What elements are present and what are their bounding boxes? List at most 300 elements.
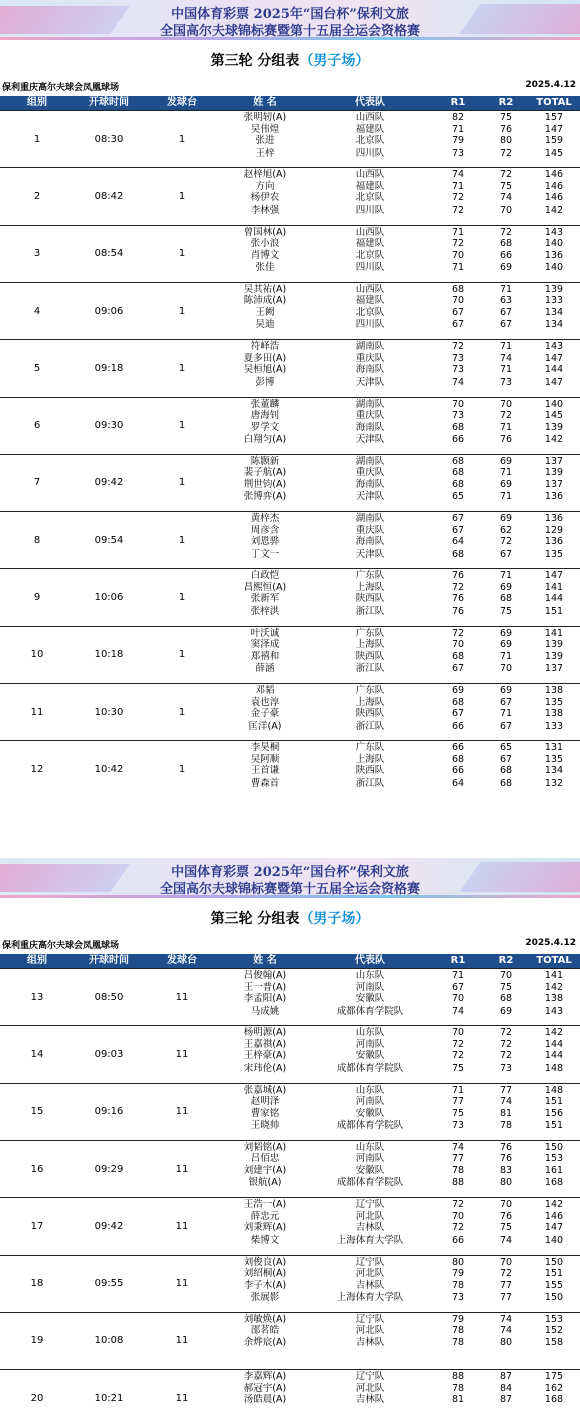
round-2-score: 72 xyxy=(499,1027,513,1039)
round-1-score: 70 xyxy=(451,1027,465,1039)
total-score: 157 xyxy=(544,112,564,123)
tee-time: 10:08 xyxy=(94,1335,124,1347)
group-number: 8 xyxy=(33,534,41,546)
player-row xyxy=(0,663,580,675)
round-1-score: 73 xyxy=(451,352,465,364)
total-score: 140 xyxy=(544,1234,564,1246)
tee-number: 11 xyxy=(175,1106,189,1118)
player-name: 银航(A) xyxy=(248,1177,282,1189)
player-name: 汤皓晨(A) xyxy=(243,1394,287,1406)
team-name: 山东队 xyxy=(355,1141,385,1153)
group-block xyxy=(0,454,580,512)
round-2-score: 69 xyxy=(499,581,513,593)
player-row xyxy=(0,1337,580,1349)
team-name: 天津队 xyxy=(355,434,385,445)
round-1-score: 67 xyxy=(451,306,465,318)
round-1-score: 75 xyxy=(451,1107,465,1119)
player-row xyxy=(0,238,580,250)
team-name: 辽宁队 xyxy=(355,1256,385,1268)
total-score: 155 xyxy=(544,1279,564,1291)
team-name: 上海队 xyxy=(355,753,385,765)
player-row xyxy=(0,765,580,777)
round-2-score: 71 xyxy=(499,570,513,582)
total-score: 129 xyxy=(544,524,564,536)
round-1-score: 72 xyxy=(451,1038,465,1050)
tee-time: 09:54 xyxy=(94,534,124,546)
player-row xyxy=(0,319,580,331)
round-2-score: 75 xyxy=(499,1222,513,1234)
round-2-score: 68 xyxy=(499,993,513,1004)
team-name: 河北队 xyxy=(355,1325,385,1337)
group-number: 10 xyxy=(30,649,44,661)
event-banner xyxy=(0,858,580,898)
tee-time: 10:21 xyxy=(94,1392,124,1404)
team-name: 山西队 xyxy=(355,169,385,181)
round-2-score: 80 xyxy=(499,1336,513,1348)
player-row xyxy=(0,1371,580,1383)
tee-number: 11 xyxy=(175,1335,189,1347)
player-row xyxy=(0,1108,580,1120)
player-row xyxy=(0,1235,580,1247)
total-score: 136 xyxy=(544,491,564,503)
group-number: 15 xyxy=(30,1106,44,1118)
player-name: 李林强 xyxy=(250,204,280,216)
round-1-score: 64 xyxy=(451,536,465,548)
player-name: 薛涵 xyxy=(255,663,275,675)
group-number: 17 xyxy=(30,1220,44,1232)
player-row xyxy=(0,754,580,766)
player-row xyxy=(0,1383,580,1395)
group-block xyxy=(0,1312,580,1370)
total-score: 139 xyxy=(544,639,564,651)
total-score: 142 xyxy=(544,204,564,216)
player-name: 曹家铭 xyxy=(250,1107,280,1119)
tee-time: 09:42 xyxy=(94,477,124,489)
round-1-score: 74 xyxy=(451,169,465,181)
player-name: 袁也淳 xyxy=(250,696,280,708)
header-tee-time: 开球时间 xyxy=(89,955,129,966)
player-name: 白翔匀(A) xyxy=(243,434,287,445)
player-name: 吴迪 xyxy=(255,319,275,331)
round-1-score: 74 xyxy=(451,1141,465,1153)
player-name: 李孟阳(A) xyxy=(243,993,287,1004)
player-name: 李昊桐 xyxy=(250,742,280,754)
header-name: 姓 名 xyxy=(253,97,277,108)
total-score: 144 xyxy=(544,593,564,605)
round-2-score: 70 xyxy=(499,970,513,981)
team-name: 陕西队 xyxy=(355,593,385,605)
header-total: TOTAL xyxy=(536,97,572,108)
round-1-score: 79 xyxy=(451,135,465,146)
player-name: 吴桓旭(A) xyxy=(243,364,287,376)
round-1-score: 78 xyxy=(451,1382,465,1394)
player-row xyxy=(0,697,580,709)
player-name: 吕佰忠 xyxy=(250,1153,280,1165)
group-block xyxy=(0,397,580,455)
team-name: 北京队 xyxy=(355,192,385,204)
round-2-score: 71 xyxy=(499,708,513,719)
round-2-score: 67 xyxy=(499,696,513,708)
total-score: 142 xyxy=(544,434,564,445)
round-1-score: 67 xyxy=(451,513,465,525)
total-score: 138 xyxy=(544,993,564,1004)
header-tee-time: 开球时间 xyxy=(89,97,129,108)
round-2-score: 72 xyxy=(499,147,513,159)
team-name: 浙江队 xyxy=(355,663,385,675)
player-row xyxy=(0,377,580,389)
total-score: 135 xyxy=(544,753,564,765)
round-1-score: 73 xyxy=(451,147,465,159)
total-score: 134 xyxy=(544,765,564,777)
round-2-score: 71 xyxy=(499,467,513,479)
round-2-score: 74 xyxy=(499,192,513,204)
player-name: 窦泽成 xyxy=(250,639,280,651)
team-name: 四川队 xyxy=(355,319,385,331)
round-1-score: 72 xyxy=(451,238,465,250)
round-2-score: 75 xyxy=(499,605,513,617)
player-name: 陈沛成(A) xyxy=(243,295,287,307)
total-score: 143 xyxy=(544,1005,564,1017)
tee-time: 09:29 xyxy=(94,1163,124,1175)
round-2-score: 81 xyxy=(499,1107,513,1119)
player-row xyxy=(0,1268,580,1280)
player-name: 王梓 xyxy=(255,147,275,159)
group-number: 12 xyxy=(30,763,44,775)
round-1-score: 78 xyxy=(451,1336,465,1348)
group-block xyxy=(0,339,580,397)
header-group: 组别 xyxy=(27,97,47,108)
total-score: 162 xyxy=(544,1382,564,1394)
team-name: 安徽队 xyxy=(355,1050,385,1062)
player-name: 马成姚 xyxy=(250,1005,280,1017)
round-2-score: 67 xyxy=(499,548,513,560)
round-1-score: 68 xyxy=(451,455,465,467)
player-row xyxy=(0,205,580,217)
tee-number: 11 xyxy=(175,1163,189,1175)
player-name: 吴其祐(A) xyxy=(243,283,287,295)
player-name: 彭博 xyxy=(255,376,275,388)
round-2-score: 67 xyxy=(499,306,513,318)
total-score: 142 xyxy=(544,1199,564,1211)
round-1-score: 66 xyxy=(451,765,465,777)
header-name: 姓 名 xyxy=(253,955,277,966)
header-r2: R2 xyxy=(498,97,514,108)
round-1-score: 68 xyxy=(451,650,465,662)
total-score: 135 xyxy=(544,548,564,560)
player-name: 邓韬 xyxy=(255,685,275,696)
round-2-score: 71 xyxy=(499,421,513,433)
round-1-score: 88 xyxy=(451,1177,465,1189)
group-block xyxy=(0,568,580,626)
total-score: 139 xyxy=(544,650,564,662)
round-1-score: 70 xyxy=(451,398,465,410)
total-score: 143 xyxy=(544,226,564,238)
round-2-score: 87 xyxy=(499,1371,513,1383)
team-name: 上海队 xyxy=(355,639,385,651)
total-score: 137 xyxy=(544,663,564,675)
tee-number: 11 xyxy=(175,1278,189,1290)
round-2-score: 71 xyxy=(499,650,513,662)
team-name: 吉林队 xyxy=(355,1279,385,1291)
team-name: 海南队 xyxy=(355,364,385,376)
player-row xyxy=(0,410,580,422)
date-label: 2025.4.12 xyxy=(525,80,576,90)
round-2-score: 71 xyxy=(499,364,513,376)
title-sub: （男子场） xyxy=(299,53,370,69)
group-block xyxy=(0,167,580,225)
player-row xyxy=(0,1177,580,1189)
team-name: 成都体育学院队 xyxy=(336,1062,404,1074)
team-name: 浙江队 xyxy=(355,720,385,732)
player-name: 王晓帅 xyxy=(250,1120,280,1132)
group-number: 9 xyxy=(33,592,41,604)
tee-time: 10:42 xyxy=(94,763,124,775)
group-number: 3 xyxy=(33,248,41,260)
player-row xyxy=(0,1027,580,1039)
player-name: 刘韬铭(A) xyxy=(243,1141,287,1153)
player-row xyxy=(0,227,580,239)
total-score: 139 xyxy=(544,467,564,479)
player-row xyxy=(0,295,580,307)
player-name: 刘秉辉(A) xyxy=(243,1222,287,1234)
player-name: 吕俊翰(A) xyxy=(243,970,287,981)
player-name: 王一普(A) xyxy=(243,981,287,993)
team-name: 北京队 xyxy=(355,135,385,146)
player-row xyxy=(0,479,580,491)
player-name: 曹森首 xyxy=(250,777,280,789)
group-number: 20 xyxy=(30,1392,44,1404)
round-2-score: 72 xyxy=(499,1268,513,1279)
player-name: 黄梓杰 xyxy=(250,513,280,525)
team-name: 山东队 xyxy=(355,970,385,981)
total-score: 146 xyxy=(544,192,564,204)
team-name: 河南队 xyxy=(355,1038,385,1050)
round-1-score: 66 xyxy=(451,434,465,445)
total-score: 151 xyxy=(544,605,564,617)
player-row xyxy=(0,434,580,446)
player-row xyxy=(0,1211,580,1223)
team-name: 上海队 xyxy=(355,581,385,593)
round-2-score: 80 xyxy=(499,135,513,146)
banner-line-1: 中国体育彩票 2025年“国台杯”保利文旅 xyxy=(171,865,409,880)
total-score: 168 xyxy=(544,1177,564,1189)
team-name: 河南队 xyxy=(355,981,385,993)
group-block xyxy=(0,1197,580,1255)
player-row xyxy=(0,1039,580,1051)
player-row xyxy=(0,124,580,136)
player-row xyxy=(0,148,580,160)
player-name: 金子豪 xyxy=(250,708,280,719)
round-2-score: 74 xyxy=(499,1234,513,1246)
tee-number: 11 xyxy=(175,991,189,1003)
team-name: 湖南队 xyxy=(355,455,385,467)
team-name: 广东队 xyxy=(355,685,385,696)
group-block xyxy=(0,1140,580,1198)
round-1-score: 73 xyxy=(451,410,465,421)
total-score: 141 xyxy=(544,970,564,981)
round-2-score: 78 xyxy=(499,1120,513,1132)
player-row xyxy=(0,399,580,411)
tee-number: 11 xyxy=(175,1048,189,1060)
round-2-score: 75 xyxy=(499,981,513,993)
tee-time: 08:50 xyxy=(94,991,124,1003)
player-row xyxy=(0,1222,580,1234)
group-number: 16 xyxy=(30,1163,44,1175)
round-2-score: 76 xyxy=(499,1141,513,1153)
total-score: 145 xyxy=(544,147,564,159)
player-row xyxy=(0,1085,580,1097)
total-score: 138 xyxy=(544,685,564,696)
team-name: 湖南队 xyxy=(355,398,385,410)
round-2-score: 69 xyxy=(499,262,513,274)
group-block xyxy=(0,1369,580,1427)
round-2-score: 72 xyxy=(499,226,513,238)
round-2-score: 74 xyxy=(499,1325,513,1337)
player-row xyxy=(0,742,580,754)
total-score: 175 xyxy=(544,1371,564,1383)
round-2-score: 68 xyxy=(499,777,513,789)
tee-number: 1 xyxy=(178,420,186,432)
tee-time: 08:30 xyxy=(94,133,124,145)
round-2-score: 66 xyxy=(499,249,513,261)
total-score: 148 xyxy=(544,1062,564,1074)
total-score: 133 xyxy=(544,720,564,732)
total-score: 147 xyxy=(544,1222,564,1234)
player-name: 郑禧和 xyxy=(250,650,280,662)
round-2-score: 69 xyxy=(499,455,513,467)
group-block xyxy=(0,110,580,168)
header-total: TOTAL xyxy=(536,955,572,966)
group-number: 6 xyxy=(33,420,41,432)
round-1-score: 67 xyxy=(451,981,465,993)
table-header xyxy=(0,96,580,110)
player-row xyxy=(0,284,580,296)
tee-number: 1 xyxy=(178,190,186,202)
group-block xyxy=(0,282,580,340)
header-tee: 发球台 xyxy=(167,97,197,108)
player-row xyxy=(0,1153,580,1165)
round-1-score: 70 xyxy=(451,639,465,651)
player-row xyxy=(0,685,580,697)
player-name: 符峄浩 xyxy=(250,341,280,353)
team-name: 吉林队 xyxy=(355,1336,385,1348)
round-1-score: 66 xyxy=(451,720,465,732)
round-1-score: 80 xyxy=(451,1256,465,1268)
round-1-score: 72 xyxy=(451,341,465,353)
banner-line-1: 中国体育彩票 2025年“国台杯”保利文旅 xyxy=(171,7,409,22)
player-row xyxy=(0,1165,580,1177)
tee-number: 11 xyxy=(175,1220,189,1232)
player-row xyxy=(0,467,580,479)
round-2-score: 76 xyxy=(499,1210,513,1222)
round-2-score: 74 xyxy=(499,1313,513,1325)
round-2-score: 69 xyxy=(499,627,513,639)
round-2-score: 69 xyxy=(499,639,513,651)
total-score: 144 xyxy=(544,364,564,376)
total-score: 134 xyxy=(544,319,564,331)
round-2-score: 70 xyxy=(499,398,513,410)
round-1-score: 71 xyxy=(451,1084,465,1096)
round-1-score: 82 xyxy=(451,112,465,123)
group-block xyxy=(0,511,580,569)
round-2-score: 72 xyxy=(499,1038,513,1050)
player-row xyxy=(0,570,580,582)
total-score: 150 xyxy=(544,1141,564,1153)
player-name: 方向 xyxy=(255,180,275,192)
team-name: 重庆队 xyxy=(355,467,385,479)
total-score: 139 xyxy=(544,283,564,295)
round-2-score: 67 xyxy=(499,319,513,331)
player-name: 刘敏焕(A) xyxy=(243,1313,287,1325)
round-1-score: 72 xyxy=(451,581,465,593)
player-row xyxy=(0,1063,580,1075)
team-name: 重庆队 xyxy=(355,524,385,536)
total-score: 144 xyxy=(544,1038,564,1050)
tee-number: 1 xyxy=(178,706,186,718)
player-row xyxy=(0,525,580,537)
round-2-score: 71 xyxy=(499,491,513,503)
team-name: 成都体育学院队 xyxy=(336,1120,404,1132)
team-name: 成都体育学院队 xyxy=(336,1177,404,1189)
player-name: 王阙 xyxy=(255,306,275,318)
player-name: 张新军 xyxy=(250,593,280,605)
player-name: 罗学文 xyxy=(250,421,280,433)
team-name: 安徽队 xyxy=(355,993,385,1004)
team-name: 辽宁队 xyxy=(355,1199,385,1211)
round-2-score: 73 xyxy=(499,1062,513,1074)
player-name: 昌熙恒(A) xyxy=(243,581,287,593)
title-main: 第三轮 分组表 xyxy=(210,911,300,927)
total-score: 151 xyxy=(544,1096,564,1108)
round-1-score: 88 xyxy=(451,1371,465,1383)
group-block xyxy=(0,1083,580,1141)
round-1-score: 67 xyxy=(451,319,465,331)
player-name: 唐海钊 xyxy=(250,410,280,421)
player-name: 张小浪 xyxy=(250,238,280,250)
round-1-score: 79 xyxy=(451,1313,465,1325)
tee-number: 11 xyxy=(175,1392,189,1404)
tee-time: 09:03 xyxy=(94,1048,124,1060)
header-r1: R1 xyxy=(450,955,466,966)
round-1-score: 71 xyxy=(451,262,465,274)
round-1-score: 70 xyxy=(451,993,465,1004)
group-number: 2 xyxy=(33,190,41,202)
round-2-score: 67 xyxy=(499,720,513,732)
total-score: 137 xyxy=(544,478,564,490)
team-name: 浙江队 xyxy=(355,777,385,789)
player-row xyxy=(0,582,580,594)
round-2-score: 69 xyxy=(499,513,513,525)
total-score: 131 xyxy=(544,742,564,754)
team-name: 安徽队 xyxy=(355,1164,385,1176)
round-1-score: 65 xyxy=(451,491,465,503)
player-row xyxy=(0,513,580,525)
round-2-score: 72 xyxy=(499,536,513,548)
round-2-score: 74 xyxy=(499,352,513,364)
round-1-score: 68 xyxy=(451,753,465,765)
team-name: 天津队 xyxy=(355,548,385,560)
round-2-score: 69 xyxy=(499,478,513,490)
player-row xyxy=(0,628,580,640)
tee-time: 09:55 xyxy=(94,1278,124,1290)
header-group: 组别 xyxy=(27,955,47,966)
team-name: 广东队 xyxy=(355,742,385,754)
total-score: 140 xyxy=(544,262,564,274)
group-block xyxy=(0,225,580,283)
player-row xyxy=(0,1314,580,1326)
player-row xyxy=(0,1325,580,1337)
team-name: 吉林队 xyxy=(355,1394,385,1406)
